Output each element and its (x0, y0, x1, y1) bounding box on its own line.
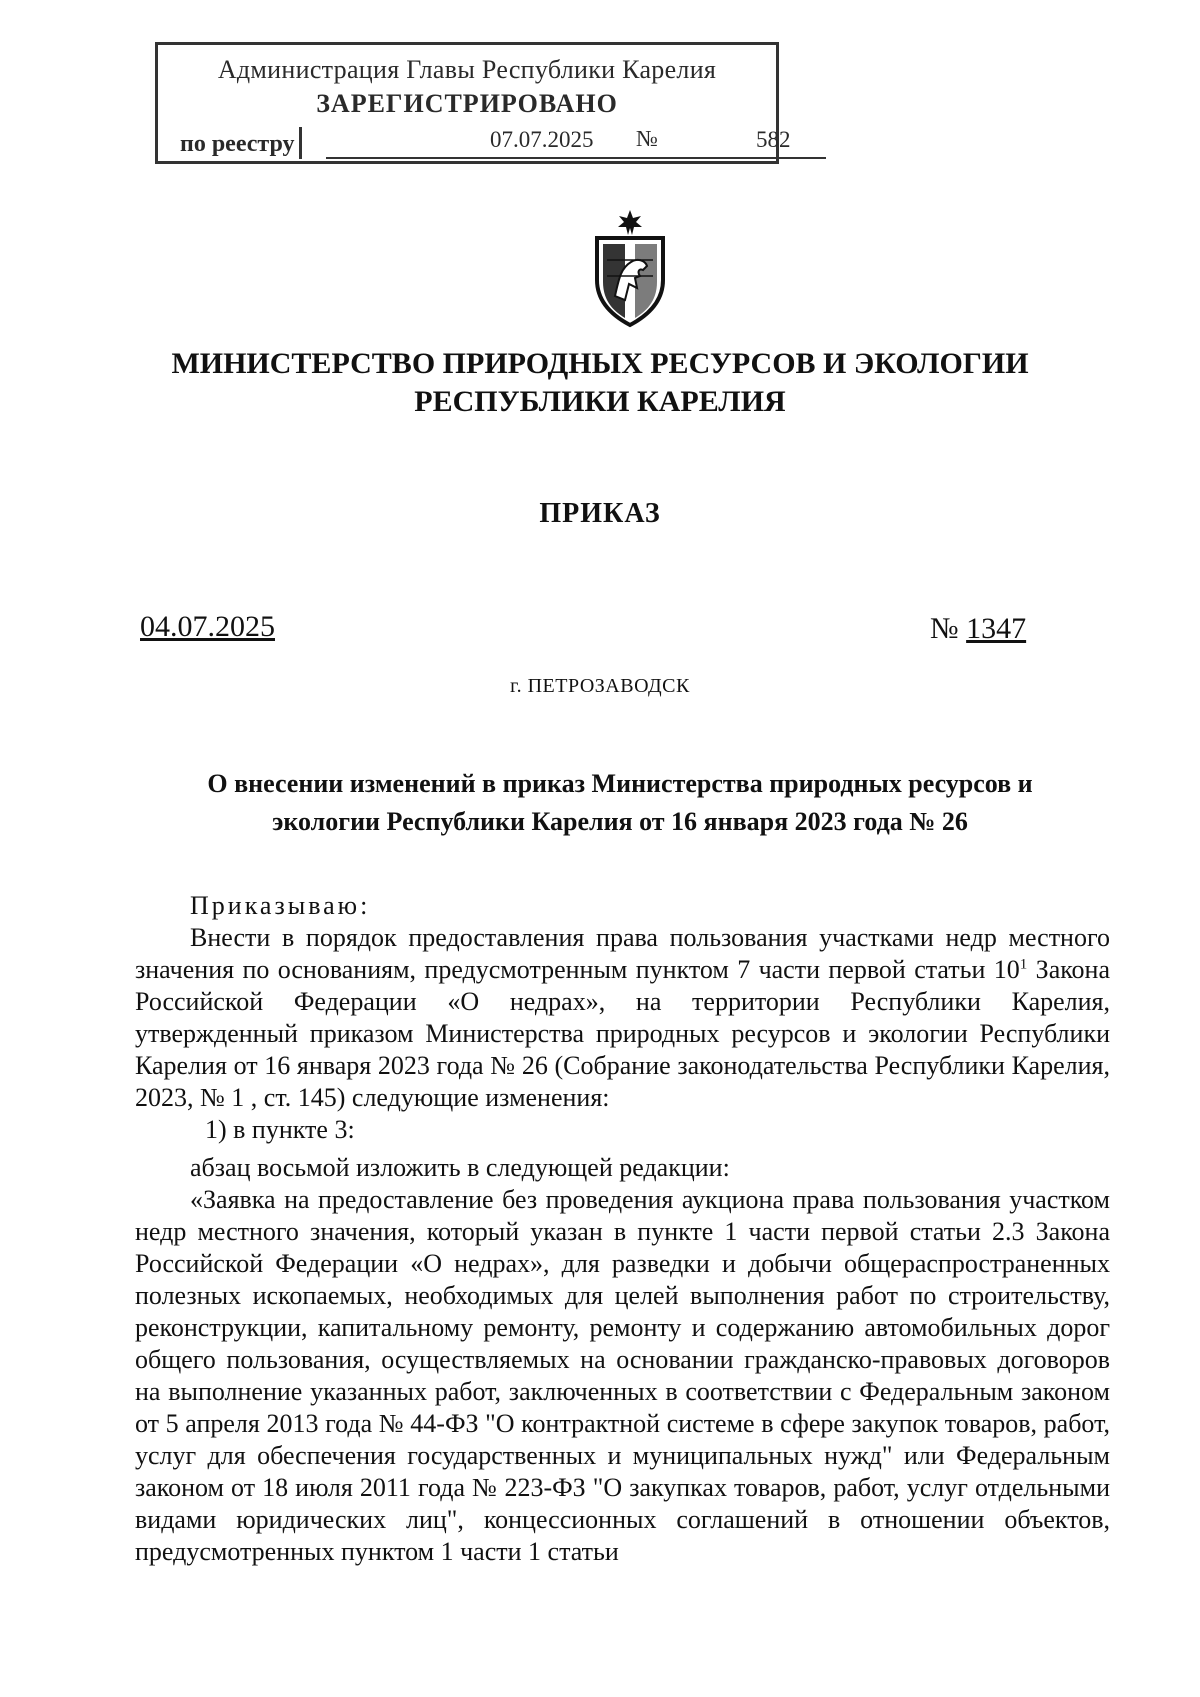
document-type: ПРИКАЗ (539, 498, 661, 529)
stamp-registry-row (180, 127, 308, 159)
stamp-status: ЗАРЕГИСТРИРОВАНО (316, 89, 618, 118)
ministry-title-line2: РЕСПУБЛИКИ КАРЕЛИЯ (414, 385, 786, 418)
subject-line1: О внесении изменений в приказ Министерства природных ресурсов и (207, 769, 1033, 798)
paragraph-1-text: Внести в порядок предоставления права пользования участками недр местного значения по основаниям, предусмотренным пунктом 7 части первой статьи 10 (135, 923, 1110, 984)
document-number-value: 1347 (966, 612, 1027, 645)
karelia-coat-of-arms-icon (585, 208, 675, 328)
document-date: 04.07.2025 (140, 610, 275, 643)
stamp-number: 582 (756, 127, 791, 152)
stamp-organization: Администрация Главы Республики Карелия (217, 55, 717, 84)
stamp-underline (666, 157, 826, 159)
paragraph-3: «Заявка на предоставление без проведения аукциона права пользования участком недр местного значения, который указан в пункте 1 части первой статьи 2.3 Закона Российской Федерации «О недрах», для разведки и добычи общераспространенных полезных ископаемых, необходимых для целей выполнения работ по строительству, реконструкции, капитальному ремонту, ремонту и содержанию автомобильных дорог общего пользования, осуществляемых на основании гражданско-правовых договоров на выполнение указанных работ, заключенных в соответствии с Федеральным законом от 5 апреля 2013 года № 44-ФЗ "О контрактной системе в сфере закупок товаров, работ, услуг для обеспечения государственных и муниципальных нужд" или Федеральным законом от 18 июля 2011 года № 223-ФЗ "О закупках товаров, работ, услуг отдельными видами юридических лиц", концессионных соглашений в отношении объектов, предусмотренных пунктом 1 части 1 статьи (135, 1185, 1110, 1566)
list-item-1: 1) в пункте 3: (205, 1115, 355, 1144)
stamp-date: 07.07.2025 (490, 127, 594, 152)
subject-line2: экологии Республики Карелия от 16 января 2023 года № 26 (272, 807, 968, 836)
registration-stamp (155, 42, 791, 164)
document-body (135, 890, 1110, 1568)
paragraph-1-text-cont: Закона Российской Федерации «О недрах», на территории Республики Карелия, утвержденный приказом Министерства природных ресурсов и экологии Республики Карелия от 16 января 2023 года № 26 (Собрание законодательства Республики Карелия, 2023, № 1 , ст. 145) следующие изменения: (135, 955, 1110, 1112)
stamp-divider (299, 127, 302, 159)
ministry-title-line1: МИНИСТЕРСТВО ПРИРОДНЫХ РЕСУРСОВ И ЭКОЛОГИИ (171, 347, 1029, 380)
document-subject (150, 765, 1090, 841)
order-word: Приказываю: (190, 891, 371, 920)
document-number-label: № (930, 612, 959, 645)
paragraph-1-superscript: 1 (1019, 956, 1028, 973)
document-number (930, 612, 1026, 646)
stamp-number-label: № (636, 126, 658, 151)
stamp-underline (326, 157, 686, 159)
ministry-title (0, 345, 1200, 421)
document-city: г. ПЕТРОЗАВОДСК (510, 675, 690, 697)
paragraph-2: абзац восьмой изложить в следующей редакции: (190, 1153, 730, 1182)
paragraph-1 (135, 922, 1110, 1114)
stamp-registry-label: по реестру (180, 131, 295, 157)
